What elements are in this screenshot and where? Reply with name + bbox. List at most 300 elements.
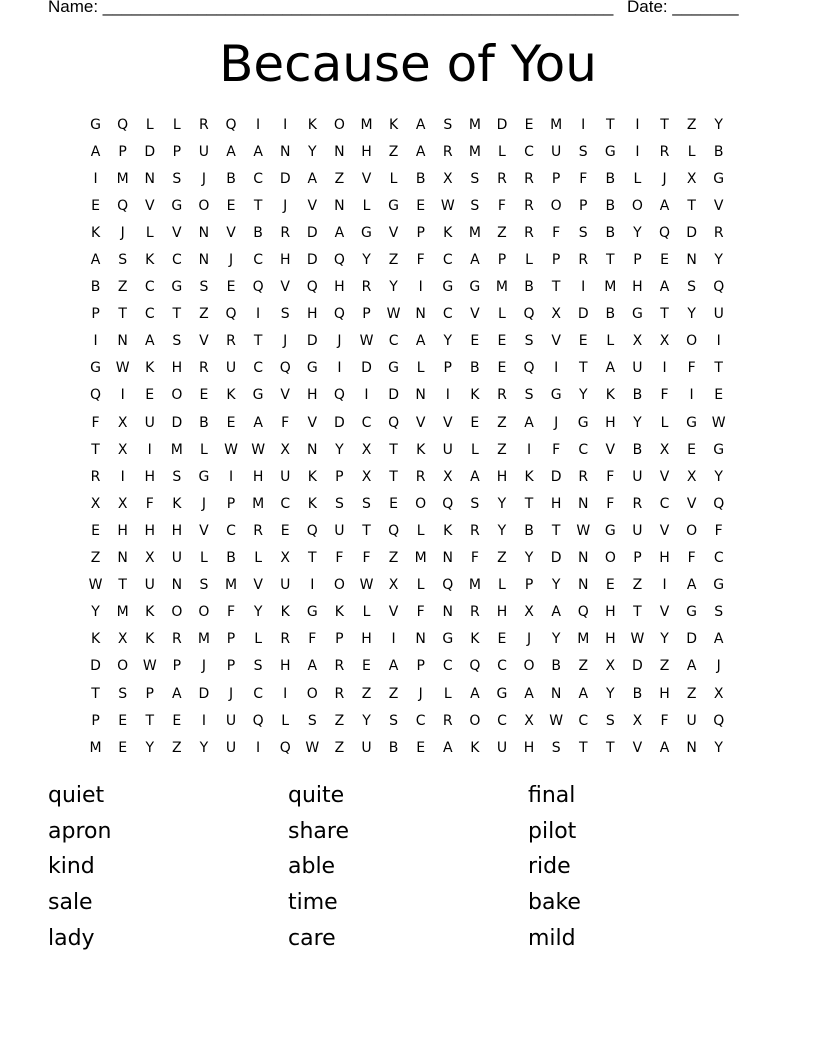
grid-letter: Z <box>497 550 507 567</box>
grid-letter: D <box>550 468 562 485</box>
grid-letter: O <box>333 577 345 594</box>
grid-letter: D <box>90 658 101 675</box>
grid-letter: B <box>605 170 616 187</box>
grid-letter: N <box>550 685 562 702</box>
grid-letter: P <box>579 197 588 214</box>
grid-letter: X <box>632 712 643 729</box>
grid-letter: T <box>606 252 615 269</box>
grid-letter: S <box>524 333 534 350</box>
grid-letter: O <box>686 522 698 539</box>
grid-letter: R <box>659 143 670 160</box>
grid-letter: P <box>335 631 344 648</box>
grid-letter: E <box>660 252 669 269</box>
grid-letter: G <box>361 224 372 241</box>
grid-letter: Z <box>172 739 182 756</box>
grid-letter: F <box>362 550 371 567</box>
grid-letter: T <box>524 495 534 512</box>
grid-letter: S <box>470 197 480 214</box>
grid-letter: C <box>659 495 670 512</box>
word-list-item: time <box>288 890 338 916</box>
grid-letter: A <box>578 685 589 702</box>
grid-letter: G <box>686 414 698 431</box>
grid-letter: G <box>442 279 454 296</box>
grid-letter: R <box>578 252 589 269</box>
grid-letter: D <box>144 143 156 160</box>
grid-letter: O <box>686 333 698 350</box>
grid-letter: Z <box>334 170 345 187</box>
grid-letter: F <box>606 468 615 485</box>
grid-letter: Y <box>524 550 534 567</box>
grid-letter: A <box>307 170 318 187</box>
grid-letter: X <box>442 170 453 187</box>
grid-letter: R <box>524 197 534 214</box>
grid-letter: H <box>334 279 345 296</box>
grid-letter: O <box>550 197 562 214</box>
grid-letter: X <box>388 577 399 594</box>
grid-letter: E <box>605 577 615 594</box>
grid-letter: R <box>578 468 589 485</box>
grid-letter: Y <box>253 604 263 621</box>
grid-letter: W <box>88 577 103 594</box>
grid-letter: S <box>714 604 724 621</box>
grid-letter: E <box>362 658 371 675</box>
grid-letter: E <box>416 739 426 756</box>
grid-letter: X <box>659 333 670 350</box>
grid-letter: X <box>524 604 534 621</box>
grid-letter: L <box>498 577 506 594</box>
grid-letter: G <box>713 170 725 187</box>
grid-letter: D <box>550 550 562 567</box>
grid-letter: B <box>226 170 236 187</box>
grid-letter: K <box>90 224 101 241</box>
grid-letter: I <box>120 468 125 485</box>
grid-letter: C <box>388 333 399 350</box>
grid-letter: B <box>632 685 643 702</box>
grid-letter: E <box>497 631 507 648</box>
grid-letter: N <box>279 143 291 160</box>
grid-letter: K <box>145 252 155 269</box>
grid-letter: D <box>306 252 318 269</box>
grid-letter: A <box>659 739 670 756</box>
grid-letter: L <box>281 712 290 729</box>
grid-letter: A <box>524 414 534 431</box>
grid-letter: D <box>279 170 291 187</box>
grid-letter: B <box>605 224 616 241</box>
grid-letter: R <box>415 468 426 485</box>
grid-letter: M <box>550 116 563 133</box>
grid-letter: H <box>605 604 616 621</box>
grid-letter: D <box>171 414 183 431</box>
grid-letter: H <box>361 631 372 648</box>
grid-letter: B <box>605 306 616 323</box>
grid-letter: U <box>280 468 291 485</box>
grid-letter: C <box>171 252 182 269</box>
grid-letter: M <box>252 495 265 512</box>
grid-letter: D <box>334 414 345 431</box>
grid-letter: I <box>445 387 450 404</box>
grid-letter: K <box>90 631 101 648</box>
grid-letter: Y <box>497 522 507 539</box>
word-list-item: kind <box>48 854 95 880</box>
grid-letter: X <box>686 468 697 485</box>
grid-letter: H <box>659 685 670 702</box>
grid-letter: M <box>170 441 183 458</box>
grid-letter: I <box>256 306 261 323</box>
grid-letter: H <box>523 739 535 756</box>
grid-letter: T <box>253 197 263 214</box>
grid-letter: H <box>307 387 318 404</box>
grid-letter: Q <box>523 306 535 323</box>
grid-letter: H <box>171 360 183 377</box>
grid-letter: R <box>469 604 480 621</box>
grid-letter: P <box>335 468 344 485</box>
grid-letter: M <box>360 116 373 133</box>
grid-letter: L <box>389 170 398 187</box>
grid-letter: I <box>662 577 667 594</box>
grid-letter: E <box>470 333 480 350</box>
grid-letter: L <box>362 197 371 214</box>
grid-letter: Z <box>388 252 399 269</box>
grid-letter: D <box>686 631 697 648</box>
grid-letter: Q <box>442 495 454 512</box>
grid-letter: C <box>578 441 589 458</box>
grid-letter: H <box>659 550 670 567</box>
grid-letter: C <box>361 414 372 431</box>
grid-letter: V <box>551 333 561 350</box>
grid-letter: L <box>416 577 425 594</box>
grid-letter: S <box>118 252 128 269</box>
grid-letter: K <box>443 224 453 241</box>
grid-letter: N <box>442 550 453 567</box>
grid-letter: V <box>226 224 236 241</box>
grid-letter: W <box>711 414 726 431</box>
grid-letter: P <box>416 658 425 675</box>
grid-letter: V <box>686 495 697 512</box>
grid-letter: X <box>551 306 561 323</box>
grid-letter: A <box>524 685 534 702</box>
grid-letter: T <box>687 197 696 214</box>
grid-letter: E <box>199 387 209 404</box>
grid-letter: K <box>307 468 317 485</box>
grid-letter: D <box>361 360 372 377</box>
grid-letter: C <box>524 143 534 160</box>
grid-letter: T <box>660 306 669 323</box>
grid-letter: P <box>497 252 507 269</box>
grid-letter: A <box>144 333 155 350</box>
grid-letter: V <box>280 279 290 296</box>
grid-letter: U <box>361 739 372 756</box>
grid-letter: B <box>551 658 561 675</box>
grid-letter: G <box>550 387 562 404</box>
grid-letter: X <box>632 333 643 350</box>
grid-letter: T <box>660 116 669 133</box>
grid-letter: L <box>254 550 263 567</box>
grid-letter: B <box>388 739 399 756</box>
grid-letter: O <box>117 658 129 675</box>
grid-letter: E <box>714 387 724 404</box>
grid-letter: L <box>470 441 479 458</box>
word-list-item: final <box>528 783 576 809</box>
grid-letter: E <box>497 333 507 350</box>
grid-letter: U <box>551 143 562 160</box>
grid-letter: S <box>578 143 588 160</box>
grid-letter: I <box>526 441 532 458</box>
grid-letter: O <box>523 658 535 675</box>
grid-letter: K <box>145 360 155 377</box>
grid-letter: T <box>308 550 317 567</box>
grid-letter: B <box>713 143 724 160</box>
grid-letter: I <box>228 468 234 485</box>
grid-letter: Z <box>659 658 670 675</box>
grid-letter: Z <box>497 441 507 458</box>
grid-letter: L <box>145 116 154 133</box>
grid-letter: Q <box>306 279 318 296</box>
grid-letter: F <box>552 224 561 241</box>
grid-letter: U <box>144 414 155 431</box>
grid-letter: C <box>144 279 155 296</box>
grid-letter: S <box>172 170 182 187</box>
grid-letter: I <box>283 685 288 702</box>
grid-letter: A <box>470 468 480 485</box>
grid-letter: T <box>91 685 100 702</box>
grid-letter: D <box>306 224 318 241</box>
grid-letter: H <box>605 631 616 648</box>
grid-letter: A <box>686 658 697 675</box>
grid-letter: P <box>118 143 127 160</box>
grid-letter: O <box>333 116 345 133</box>
grid-letter: X <box>524 712 534 729</box>
grid-letter: Y <box>551 631 561 648</box>
grid-letter: I <box>662 360 667 377</box>
grid-letter: T <box>389 441 398 458</box>
grid-letter: G <box>171 197 183 214</box>
grid-letter: T <box>172 306 182 323</box>
grid-letter: Q <box>333 387 345 404</box>
grid-letter: T <box>118 577 127 594</box>
grid-letter: J <box>662 170 667 187</box>
grid-letter: Y <box>578 387 588 404</box>
grid-letter: O <box>631 197 643 214</box>
grid-letter: M <box>116 170 129 187</box>
grid-letter: A <box>307 658 318 675</box>
grid-letter: G <box>631 306 643 323</box>
grid-letter: V <box>632 739 643 756</box>
grid-letter: N <box>198 224 210 241</box>
grid-letter: E <box>145 387 155 404</box>
grid-letter: K <box>226 387 236 404</box>
grid-letter: Z <box>388 685 399 702</box>
grid-letter: L <box>606 333 615 350</box>
grid-letter: Z <box>361 685 372 702</box>
grid-letter: V <box>307 197 318 214</box>
grid-letter: L <box>660 414 669 431</box>
grid-letter: L <box>416 522 425 539</box>
grid-letter: E <box>91 522 100 539</box>
grid-letter: R <box>334 658 345 675</box>
grid-letter: B <box>605 197 616 214</box>
grid-letter: R <box>497 170 507 187</box>
grid-letter: N <box>577 577 589 594</box>
grid-letter: Y <box>551 577 561 594</box>
grid-letter: R <box>280 224 291 241</box>
grid-letter: F <box>579 170 588 187</box>
grid-letter: B <box>226 550 236 567</box>
grid-letter: C <box>578 712 589 729</box>
grid-letter: J <box>283 333 288 350</box>
grid-letter: F <box>552 441 561 458</box>
grid-letter: C <box>415 712 426 729</box>
grid-letter: S <box>470 495 480 512</box>
grid-letter: P <box>362 306 371 323</box>
grid-letter: J <box>283 197 288 214</box>
grid-letter: T <box>606 739 615 756</box>
grid-letter: D <box>388 387 399 404</box>
grid-letter: H <box>144 522 155 539</box>
grid-letter: T <box>578 360 588 377</box>
grid-letter: K <box>524 468 534 485</box>
grid-letter: O <box>415 495 427 512</box>
grid-letter: N <box>117 333 128 350</box>
grid-letter: G <box>442 631 454 648</box>
word-list-item: mild <box>528 925 576 951</box>
grid-letter: A <box>442 739 453 756</box>
grid-letter: F <box>308 631 317 648</box>
grid-letter: L <box>525 252 533 269</box>
grid-letter: A <box>415 143 426 160</box>
grid-letter: W <box>549 712 564 729</box>
grid-letter: K <box>172 495 182 512</box>
grid-letter: D <box>306 333 318 350</box>
grid-letter: I <box>716 333 721 350</box>
grid-letter: M <box>468 577 481 594</box>
grid-letter: X <box>117 414 128 431</box>
grid-letter: X <box>659 441 670 458</box>
grid-letter: B <box>253 224 263 241</box>
grid-letter: R <box>253 522 263 539</box>
grid-letter: Y <box>660 631 669 648</box>
grid-letter: Z <box>686 685 697 702</box>
grid-letter: I <box>418 279 423 296</box>
grid-letter: Q <box>306 522 318 539</box>
grid-letter: F <box>660 387 669 404</box>
grid-letter: I <box>256 739 261 756</box>
grid-letter: G <box>198 468 210 485</box>
grid-letter: G <box>577 414 589 431</box>
grid-letter: O <box>604 550 616 567</box>
word-list-item: sale <box>48 890 93 916</box>
grid-letter: P <box>633 252 642 269</box>
grid-letter: J <box>201 495 206 512</box>
grid-letter: D <box>632 658 643 675</box>
grid-letter: P <box>226 658 236 675</box>
grid-letter: D <box>686 224 697 241</box>
grid-letter: J <box>120 224 125 241</box>
grid-letter: W <box>630 631 645 648</box>
grid-letter: T <box>253 333 263 350</box>
grid-letter: R <box>171 631 182 648</box>
grid-letter: P <box>524 577 534 594</box>
grid-letter: R <box>199 116 209 133</box>
grid-letter: M <box>224 577 238 594</box>
grid-letter: E <box>226 197 236 214</box>
grid-letter: G <box>469 279 481 296</box>
grid-letter: I <box>635 116 640 133</box>
grid-letter: F <box>416 252 425 269</box>
grid-letter: X <box>686 170 697 187</box>
grid-letter: N <box>334 197 345 214</box>
grid-letter: J <box>228 252 234 269</box>
grid-letter: L <box>254 631 263 648</box>
grid-letter: R <box>713 224 724 241</box>
grid-letter: S <box>172 468 182 485</box>
grid-letter: G <box>90 116 101 133</box>
grid-letter: E <box>118 739 128 756</box>
grid-letter: O <box>171 387 183 404</box>
grid-letter: L <box>633 170 642 187</box>
grid-letter: C <box>497 658 507 675</box>
grid-letter: N <box>577 550 589 567</box>
grid-letter: R <box>442 712 453 729</box>
grid-letter: K <box>280 604 290 621</box>
grid-letter: T <box>145 712 155 729</box>
grid-letter: C <box>253 360 263 377</box>
grid-letter: U <box>686 712 697 729</box>
grid-letter: T <box>551 522 561 539</box>
grid-letter: W <box>386 306 401 323</box>
grid-letter: Z <box>334 739 345 756</box>
grid-letter: L <box>416 360 425 377</box>
grid-letter: L <box>172 116 181 133</box>
grid-letter: C <box>442 658 453 675</box>
grid-letter: E <box>524 116 534 133</box>
grid-letter: R <box>226 333 236 350</box>
grid-letter: A <box>551 604 561 621</box>
grid-letter: Q <box>388 522 400 539</box>
grid-letter: X <box>605 658 616 675</box>
grid-letter: U <box>144 577 155 594</box>
grid-letter: S <box>443 116 453 133</box>
grid-letter: A <box>90 252 101 269</box>
word-list-item: quite <box>288 783 345 809</box>
grid-letter: G <box>171 279 183 296</box>
grid-letter: V <box>280 387 290 404</box>
grid-letter: G <box>713 441 725 458</box>
grid-letter: Y <box>687 306 696 323</box>
grid-letter: Q <box>225 116 237 133</box>
grid-letter: N <box>415 387 426 404</box>
grid-letter: C <box>226 522 236 539</box>
grid-letter: K <box>388 116 399 133</box>
grid-letter: H <box>279 252 291 269</box>
grid-letter: I <box>256 116 261 133</box>
grid-letter: N <box>686 252 697 269</box>
grid-letter: H <box>252 468 264 485</box>
grid-letter: P <box>172 658 182 675</box>
grid-letter: Y <box>714 116 723 133</box>
grid-letter: J <box>337 333 342 350</box>
grid-letter: J <box>201 658 206 675</box>
grid-letter: P <box>633 550 642 567</box>
grid-letter: U <box>496 739 508 756</box>
grid-letter: M <box>604 279 617 296</box>
grid-letter: Z <box>334 712 345 729</box>
grid-letter: I <box>554 360 559 377</box>
grid-letter: Z <box>90 550 101 567</box>
grid-letter: P <box>226 495 236 512</box>
grid-letter: G <box>306 360 318 377</box>
grid-letter: A <box>659 197 670 214</box>
grid-letter: J <box>554 414 559 431</box>
